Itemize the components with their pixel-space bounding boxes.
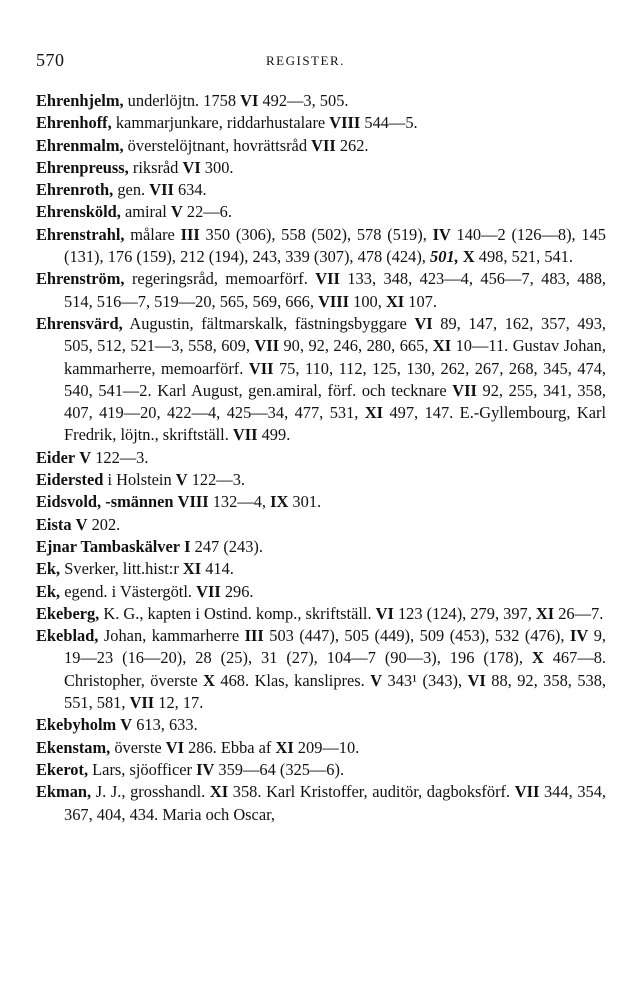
volume-number: VII	[514, 782, 540, 802]
entry-headword: Ehrensköld,	[36, 202, 121, 222]
entry-headword: Ekerot,	[36, 759, 89, 779]
volume-number: I	[184, 536, 191, 556]
entry-headword: Ehrenström,	[36, 269, 125, 289]
page-references: 10—11. Gustav Johan, kammarherre, memoarförf.	[64, 336, 606, 378]
page-references: 344, 354, 367, 404, 434. Maria och Oscar,	[64, 782, 607, 824]
register-entry	[36, 268, 606, 313]
page-references: 209—10.	[293, 737, 360, 757]
register-entry	[36, 737, 606, 759]
register-entry	[36, 625, 606, 714]
entry-description: egend. i Västergötl.	[60, 581, 197, 601]
entry-headword: Ek,	[36, 559, 61, 579]
page-references: 414.	[201, 559, 234, 579]
register-entry	[36, 759, 606, 781]
register-entry	[36, 714, 606, 736]
page-number: 570	[36, 50, 65, 70]
register-entry	[36, 313, 606, 447]
entry-description: amiral	[120, 202, 171, 222]
page-references: 359—64 (325—6).	[214, 759, 345, 779]
running-head: REGISTER.	[266, 53, 345, 68]
volume-number: X	[531, 648, 544, 668]
page-references: 503 (447), 505 (449), 509 (453), 532 (476),	[263, 626, 570, 646]
entry-headword: Ekeblad,	[36, 626, 99, 646]
page-references: 499.	[257, 425, 291, 445]
volume-number: XI	[182, 559, 202, 579]
entry-headword: Ehrensvärd,	[36, 313, 123, 333]
volume-number: IV	[432, 224, 451, 244]
entry-headword: Ekenstam,	[36, 737, 111, 757]
entry-description: Lars, sjöofficer	[88, 759, 197, 779]
entry-headword: Ekman,	[36, 782, 92, 802]
entry-headword: Ek,	[36, 581, 61, 601]
page-references: 90, 92, 246, 280, 665,	[279, 336, 433, 356]
volume-number: IV	[570, 626, 589, 646]
page-references: 492—3, 505.	[258, 91, 349, 110]
volume-number: IX	[270, 492, 289, 512]
page-references: 100,	[349, 291, 386, 311]
entry-headword: Ekeberg,	[36, 603, 100, 623]
entry-description: kammarjunkare, riddarhustalare	[111, 113, 330, 133]
entry-description: riksråd	[128, 157, 183, 177]
volume-number: V	[175, 470, 188, 490]
page-references: 262.	[335, 135, 369, 155]
page-references: 123 (124), 279, 397,	[393, 603, 536, 623]
entry-description: underlöjtn. 1758	[123, 91, 241, 110]
page-references: 89, 147, 162, 357, 493, 505, 512, 521—3, 558, 609,	[64, 313, 606, 356]
page-references: 301.	[288, 492, 322, 512]
volume-number: IV	[196, 759, 215, 779]
page-references: 300.	[200, 157, 234, 177]
register-entry	[36, 581, 606, 603]
register-entry	[36, 135, 606, 157]
page-references: 613, 633.	[132, 715, 198, 735]
entry-description: Sverker, litt.hist:r	[60, 559, 183, 579]
page-references: 286. Ebba af	[183, 737, 276, 757]
volume-number: X	[203, 670, 215, 690]
page-references: 343¹ (343),	[382, 670, 468, 690]
volume-number: VII	[129, 693, 155, 713]
entry-description: J. J., grosshandl.	[91, 782, 210, 802]
page-references: 358. Karl Kristoffer, auditör, dagboksförf.	[228, 782, 515, 802]
page-references: 12, 17.	[154, 693, 204, 713]
page-references: 107.	[404, 291, 437, 311]
entry-headword: Ehrenhoff,	[36, 113, 112, 133]
page-references: 133, 348, 423—4, 456—7, 483, 488, 514, 516—7, 519—20, 565, 569, 666,	[64, 269, 606, 311]
page-references: 544—5.	[360, 113, 418, 133]
page-references: 468. Klas, kanslipres.	[214, 670, 371, 690]
register-entry	[36, 558, 606, 580]
volume-number: VIII	[318, 291, 350, 311]
register-entry	[36, 603, 606, 625]
volume-number: VI	[182, 157, 201, 177]
page-references: 122—3.	[91, 447, 149, 467]
register-entry	[36, 112, 606, 134]
page-references: 202.	[87, 514, 121, 534]
register-entry	[36, 224, 606, 269]
entry-headword: Ehrenroth,	[36, 180, 114, 200]
entry-description: överste	[110, 737, 166, 757]
volume-number: VII	[196, 581, 221, 601]
volume-number: VII	[232, 425, 258, 445]
page-references: 140—2 (126—8), 145 (131), 176 (159), 212 (194), 243, 339 (307), 478 (424),	[64, 224, 606, 267]
page-references: 296.	[220, 581, 254, 601]
volume-number: VII	[311, 135, 336, 155]
page-references: 92, 255, 341, 358, 407, 419—20, 422—4, 425—34, 477, 531,	[64, 380, 606, 423]
register-entry	[36, 491, 606, 513]
entry-description: i Holstein	[103, 470, 176, 490]
volume-number: V	[75, 514, 88, 534]
page-references: 247 (243).	[190, 536, 263, 556]
volume-number: III	[180, 224, 200, 244]
entry-description: gen.	[113, 180, 150, 200]
page-references: 497, 147. E.-Gyllembourg, Karl Fredrik, löjtn., skriftställ.	[64, 403, 606, 445]
volume-number: VI	[375, 603, 394, 623]
page-references: 9, 19—23 (16—20), 28 (25), 31 (27), 104—7 (90—3), 196 (178),	[64, 626, 607, 668]
page-references: 75, 110, 112, 125, 130, 262, 267, 268, 345, 474, 540, 541—2. Karl August, gen.amiral, förf. och tecknare	[64, 358, 606, 400]
volume-number: III	[244, 626, 264, 646]
volume-number: VIII	[329, 113, 361, 133]
register-entries	[36, 90, 606, 826]
volume-number: VII	[254, 336, 279, 356]
entry-headword: Eider	[36, 447, 76, 467]
page-references: 26—7.	[554, 603, 604, 623]
volume-number: VII	[452, 380, 477, 400]
volume-number: XI	[275, 737, 294, 757]
page-references: 467—8. Christopher, överste	[64, 648, 606, 690]
page-references: 122—3.	[187, 470, 245, 490]
volume-number: VI	[414, 313, 433, 333]
volume-number: V	[79, 447, 92, 467]
page-header	[36, 50, 606, 74]
register-entry	[36, 781, 606, 826]
register-entry	[36, 469, 606, 491]
entry-headword: Ekebyholm	[36, 715, 117, 735]
entry-headword: Eidersted	[36, 470, 104, 490]
entry-description: Johan, kammarherre	[98, 626, 245, 646]
italic-page-reference: 501,	[430, 247, 459, 267]
register-entry	[36, 90, 606, 112]
volume-number: V	[370, 670, 383, 690]
volume-number: XI	[535, 603, 555, 623]
volume-number: VI	[240, 91, 259, 110]
volume-number: V	[120, 715, 133, 735]
page-references: 350 (306), 558 (502), 578 (519),	[199, 224, 433, 244]
register-entry	[36, 179, 606, 201]
register-entry	[36, 536, 606, 558]
entry-headword: Ejnar Tambaskälver	[36, 536, 181, 556]
volume-number: XI	[432, 336, 452, 356]
entry-description: K. G., kapten i Ostind. komp., skriftställ.	[99, 603, 376, 623]
page-references: 132—4,	[208, 492, 271, 512]
volume-number: VII	[315, 269, 340, 289]
register-entry	[36, 514, 606, 536]
entry-headword: Eidsvold, -smännen	[36, 492, 174, 512]
register-entry	[36, 201, 606, 223]
volume-number: X	[462, 247, 475, 267]
volume-number: XI	[385, 291, 405, 311]
volume-number: XI	[209, 782, 229, 802]
volume-number: VII	[248, 358, 274, 378]
volume-number: V	[170, 202, 183, 222]
page-references: 634.	[173, 180, 207, 200]
page-references: 88, 92, 358, 538, 551, 581,	[64, 670, 607, 713]
entry-headword: Eista	[36, 514, 72, 534]
entry-headword: Ehrenmalm,	[36, 135, 124, 155]
entry-headword: Ehrenpreuss,	[36, 157, 129, 177]
page-references: 22—6.	[182, 202, 232, 222]
entry-description: målare	[124, 224, 181, 244]
page-references: 498, 521, 541.	[474, 247, 573, 267]
volume-number: VI	[165, 737, 184, 757]
volume-number: VIII	[177, 492, 209, 512]
volume-number: VI	[467, 670, 486, 690]
entry-headword: Ehrenhjelm,	[36, 91, 124, 110]
volume-number: VII	[149, 180, 174, 200]
register-entry	[36, 157, 606, 179]
register-entry	[36, 447, 606, 469]
entry-description: Augustin, fältmarskalk, fästningsbyggare	[122, 313, 415, 333]
entry-description: överstelöjtnant, hovrättsråd	[123, 135, 312, 155]
entry-description: regeringsråd, memoarförf.	[124, 269, 316, 289]
entry-headword: Ehrenstrahl,	[36, 224, 125, 244]
volume-number: XI	[364, 403, 384, 423]
